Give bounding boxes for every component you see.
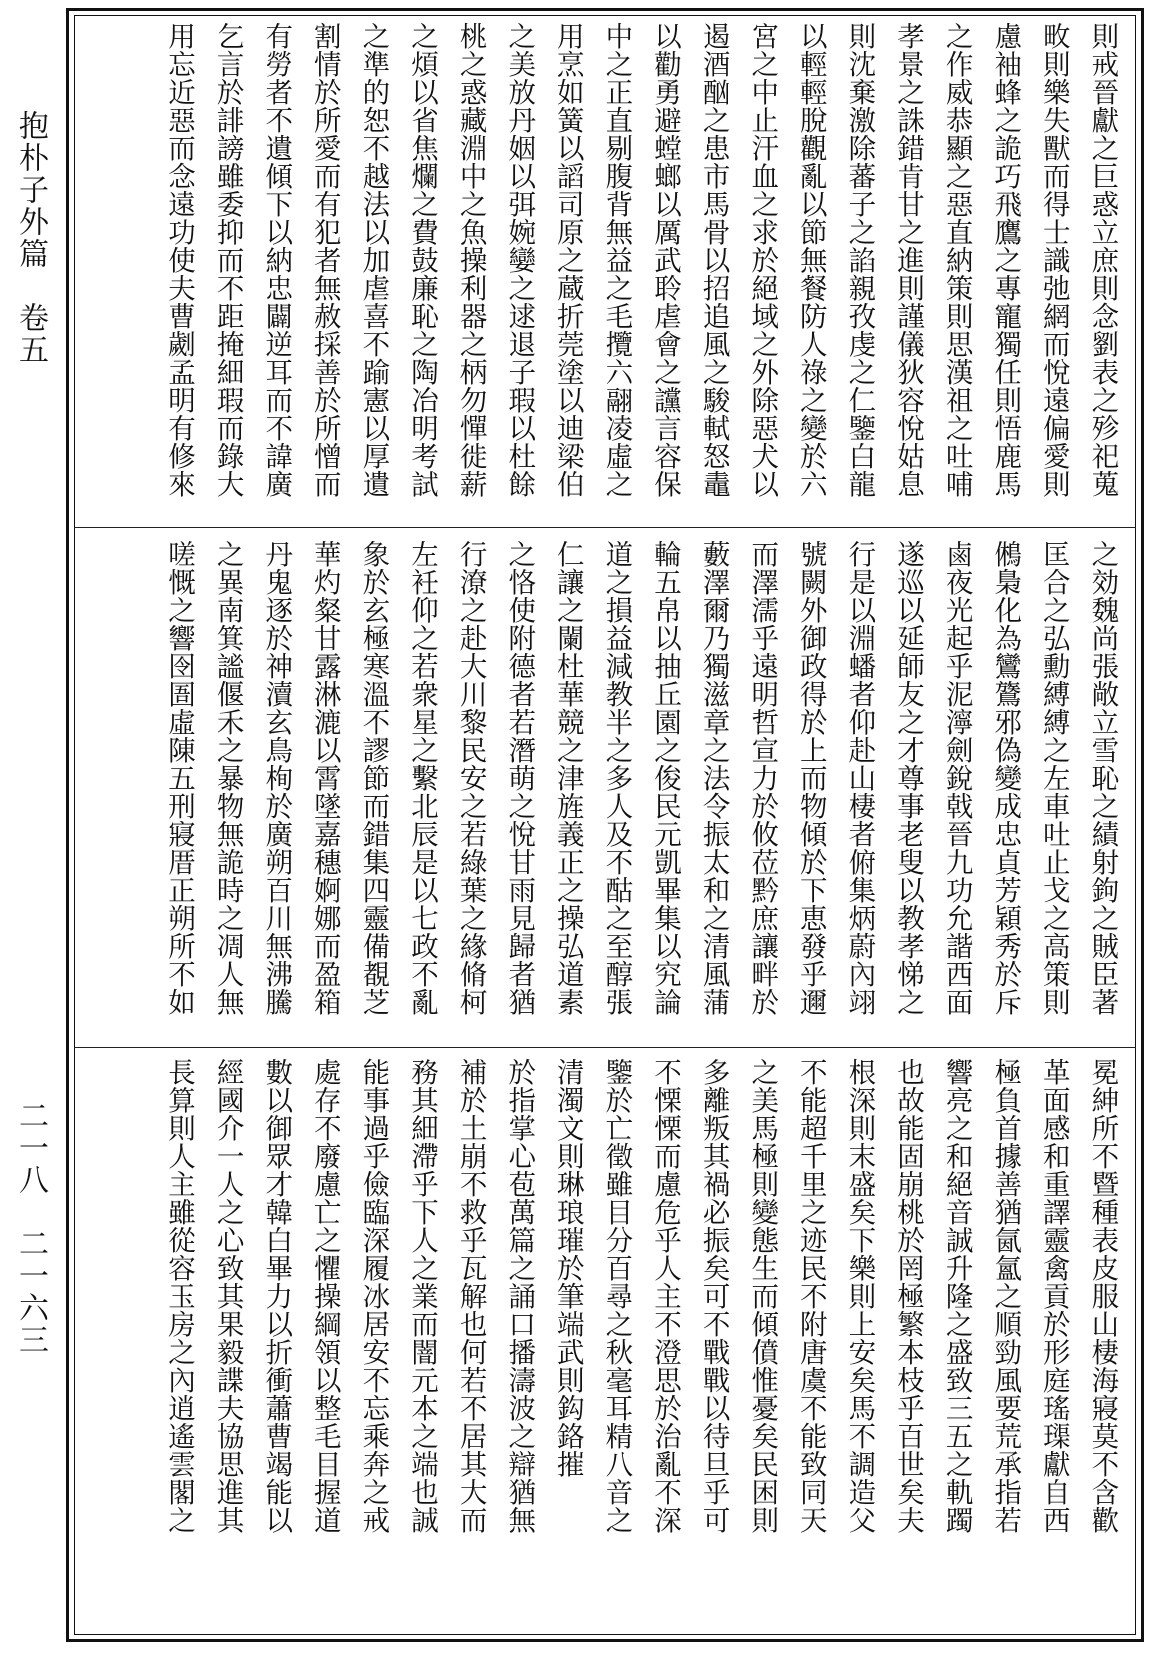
text-column: 鑒於亡徵雖目分百尋之秋毫耳精八音之 xyxy=(600,1058,633,1534)
text-column: 之作威恭顯之惡直納策則思漢祖之吐哺 xyxy=(940,22,973,498)
text-column: 宮之中止汗血之求於絕域之外除惡犬以 xyxy=(746,22,779,498)
text-column: 藪澤爾乃獨滋章之法令振太和之清風蒲 xyxy=(697,540,730,1016)
text-column: 而澤濡乎遠明哲宣力於攸莅黔庶讓畔於 xyxy=(746,540,779,1016)
text-column: 左衽仰之若衆星之繫北辰是以七政不亂 xyxy=(406,540,438,1016)
text-column: 則沈棄激除蕃子之諂親孜虔之仁鑒白龍 xyxy=(843,22,876,498)
text-column: 遏酒酗之患市馬骨以招追風之駿軾怒鼃 xyxy=(697,22,730,498)
text-column: 響亮之和絕音誠升隆之盛致三五之軌躅 xyxy=(940,1058,973,1534)
text-column: 輪五帛以抽丘園之俊民元凱畢集以究論 xyxy=(649,540,681,1016)
register-divider xyxy=(74,527,1136,528)
text-column: 畋則樂失獸而得士識弛網而悅遠偏愛則 xyxy=(1037,22,1070,498)
text-column: 丹鬼逐於神瀆玄鳥栒於廣朔百川無沸騰 xyxy=(260,540,293,1016)
text-column: 則戒晉獻之巨惑立庶則念劉表之殄祀蒐 xyxy=(1086,22,1119,498)
text-column: 之効魏尚張敞立雪恥之績射鉤之賊臣著 xyxy=(1086,540,1119,1016)
text-column: 之煩以省焦爛之費鼓廉恥之陶冶明考試 xyxy=(406,22,438,498)
text-column: 之恪使附德者若潛萌之悅甘雨見歸者猶 xyxy=(503,540,536,1016)
margin-page-numbers: 二一八 二一六三 xyxy=(13,1100,48,1356)
text-column: 以勸勇避螳螂以厲武聆虐會之讜言容保 xyxy=(649,22,681,498)
text-column: 象於玄極寒溫不謬節而錯集四靈備覩芝 xyxy=(357,540,390,1016)
text-column: 行潦之赴大川黎民安之若綠葉之緣脩柯 xyxy=(454,540,487,1016)
text-register-3 xyxy=(0,1058,1155,1558)
margin-book-title: 抱朴子外篇 卷五 xyxy=(13,110,48,366)
text-column: 用烹如簧以謟司原之蔵折莞塗以迪梁伯 xyxy=(551,22,584,498)
text-column: 中之正直剔腹背無益之毛攬六翮凌虛之 xyxy=(600,22,633,498)
text-column: 用忘近惡而念遠功使夫曹劌孟明有修來 xyxy=(163,22,195,498)
text-column: 慮袖蜂之詭巧飛鷹之專寵獨任則悟鹿馬 xyxy=(989,22,1022,498)
text-column: 孝景之誅錯肯甘之進則謹儀狄容悅姑息 xyxy=(892,22,924,498)
text-column: 不能超千里之迹民不附唐虞不能致同天 xyxy=(794,1058,827,1534)
text-column: 有勞者不遺傾下以納忠闢逆耳而不諱廣 xyxy=(260,22,293,498)
text-register-1 xyxy=(0,22,1155,522)
text-column: 數以御眾才韓白畢力以折衝蕭曹竭能以 xyxy=(260,1058,293,1534)
text-column: 之美放丹姻以弭婉孌之逑退子瑕以杜餘 xyxy=(503,22,536,498)
text-column: 冕紳所不暨種表皮服山棲海寢莫不含歡 xyxy=(1086,1058,1119,1534)
text-column: 也故能固崩桃於罔極繁本枝乎百世矣夫 xyxy=(892,1058,924,1534)
text-column: 長算則人主雖從容玉房之內逍遙雲閣之 xyxy=(163,1058,195,1534)
text-column: 之美馬極則變態生而傾僨惟憂矣民困則 xyxy=(746,1058,779,1534)
text-register-2 xyxy=(0,540,1155,1040)
text-column: 仁讓之闌杜華競之津旌義正之操弘道素 xyxy=(551,540,584,1016)
text-column: 割情於所愛而有犯者無赦採善於所憎而 xyxy=(308,22,341,498)
text-column: 行是以淵蟠者仰赴山棲者俯集炳蔚內翊 xyxy=(843,540,876,1016)
text-column: 匡合之弘勳縛縛之左車吐止戈之高策則 xyxy=(1037,540,1070,1016)
text-column: 桃之惑藏淵中之魚操利器之柄勿憚徙薪 xyxy=(454,22,487,498)
text-column: 務其細滯乎下人之業而闇元本之端也誠 xyxy=(406,1058,438,1534)
text-column: 鹵夜光起乎泥濘劍銳戟晉九功允諧西面 xyxy=(940,540,973,1016)
text-column: 補於土崩不救乎瓦解也何若不居其大而 xyxy=(454,1058,487,1534)
text-column: 以輕輕脫觀亂以節無餐防人祿之變於六 xyxy=(794,22,827,498)
text-column: 號闕外御政得於上而物傾於下恵發乎邇 xyxy=(794,540,827,1016)
text-column: 遂巡以延師友之才尊事老叟以教孝悌之 xyxy=(892,540,924,1016)
text-column: 極負首據善猶氤氳之順勁風要荒承指若 xyxy=(989,1058,1022,1534)
text-column: 之準的恕不越法以加虐喜不踰憲以厚遺 xyxy=(357,22,390,498)
text-column: 不慄慄而慮危乎人主不澄思於治亂不深 xyxy=(649,1058,681,1534)
text-column: 能事過乎儉臨深履冰居安不忘乘奔之戒 xyxy=(357,1058,390,1534)
text-column: 鵂梟化為鸞鷟邪偽變成忠貞芳穎秀於斥 xyxy=(989,540,1022,1016)
text-column: 多離叛其禍必振矣可不戰戰以待旦乎可 xyxy=(697,1058,730,1534)
text-column: 之異南箕謐偃禾之暴物無詭時之凋人無 xyxy=(211,540,244,1016)
text-column: 道之損益減教半之多人及不酤之至醇張 xyxy=(600,540,633,1016)
text-column: 華灼粲甘露淋漉以霄墜嘉穗婀娜而盈箱 xyxy=(308,540,341,1016)
text-column: 經國介一人之心致其果毅諜夫協思進其 xyxy=(211,1058,244,1534)
text-column: 於指掌心苞萬篇之誦口播濤波之辯猶無 xyxy=(503,1058,536,1534)
text-column: 革面感和重譯靈禽貢於形庭瑤璖獻自西 xyxy=(1037,1058,1070,1534)
text-column: 根深則末盛矣下樂則上安矣馬不調造父 xyxy=(843,1058,876,1534)
text-column: 處存不廢慮亡之懼操綱領以整毛目握道 xyxy=(308,1058,341,1534)
text-column: 嗟慨之響囹圄虛陳五刑寢厝正朔所不如 xyxy=(163,540,195,1016)
text-column: 清濁文則琳琅璀於筆端武則鈎鉻摧 xyxy=(551,1058,584,1478)
text-column: 乞言於誹謗雖委抑而不距掩細瑕而錄大 xyxy=(211,22,244,498)
register-divider xyxy=(74,1047,1136,1048)
